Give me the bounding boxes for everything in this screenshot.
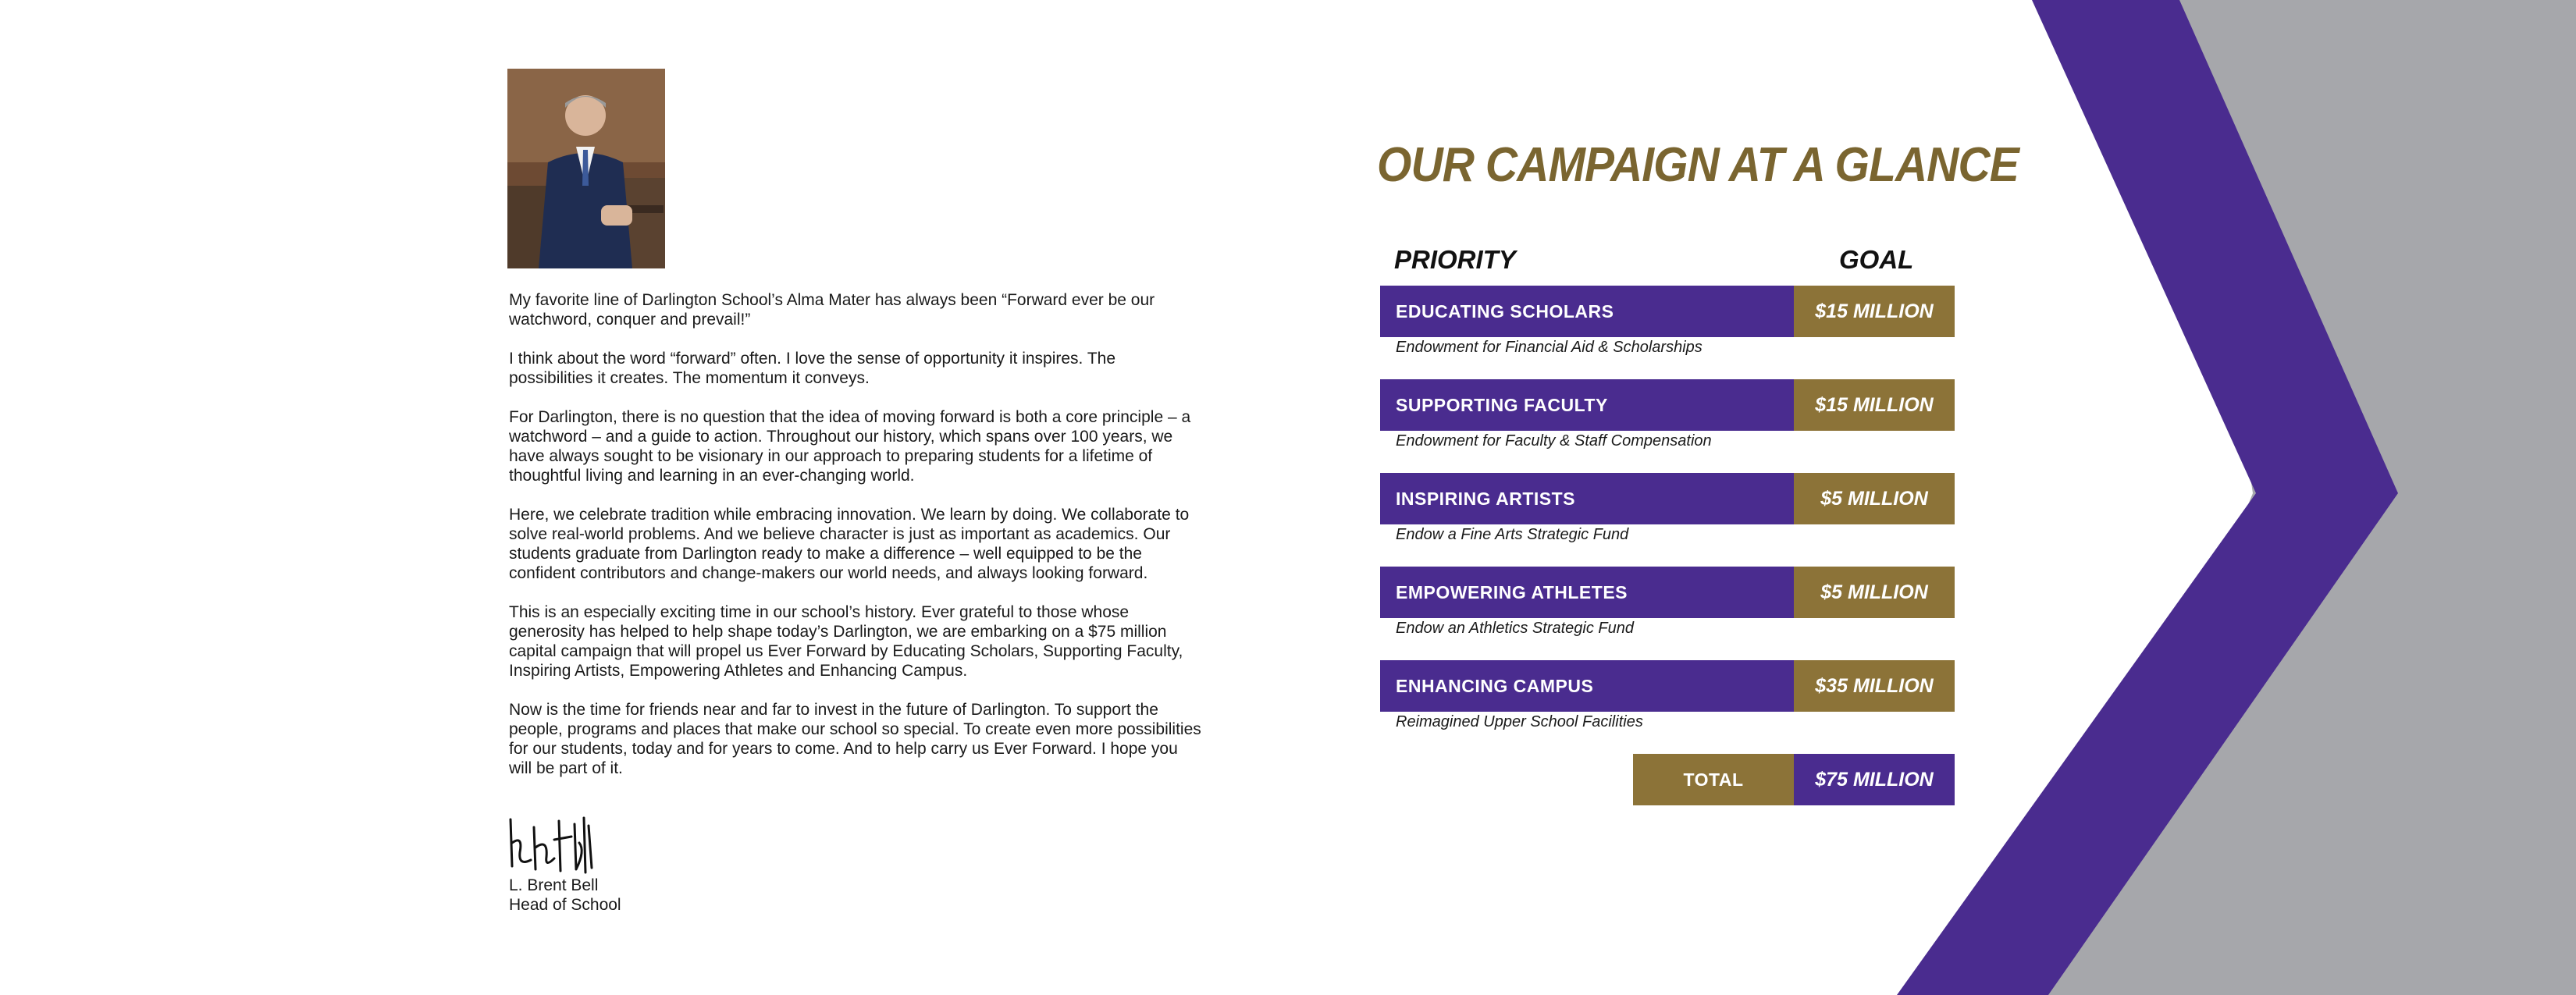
total-label: TOTAL [1633, 754, 1794, 805]
priority-goal: $5 MILLION [1794, 567, 1955, 618]
priority-goal: $15 MILLION [1794, 379, 1955, 431]
priority-description: Endow an Athletics Strategic Fund [1396, 620, 1634, 637]
priority-row-educating-scholars [1380, 286, 1955, 337]
priority-name: EMPOWERING ATHLETES [1380, 567, 1794, 618]
letter-body [509, 290, 1202, 798]
letter-paragraph: Now is the time for friends near and far to invest in the future of Darlington. To support the people, programs and places that make our school so special. To create even more possibilities for our students, today and for years to come. And to help carry us Ever Forward. I hope you will be part of it. [509, 701, 1201, 777]
letter-paragraph: Here, we celebrate tradition while embracing innovation. We learn by doing. We collaborate to solve real-world problems. And we believe character is just as important as academics. Our students graduate from Darlington ready to make a difference – well equipped to be the confident contributors and change-makers our world needs, and always looking forward. [509, 506, 1190, 582]
priority-goal: $5 MILLION [1794, 473, 1955, 524]
priority-row-supporting-faculty [1380, 379, 1955, 431]
priority-description: Endow a Fine Arts Strategic Fund [1396, 526, 1629, 543]
priority-name: INSPIRING ARTISTS [1380, 473, 1794, 524]
head-of-school-photo [507, 69, 665, 268]
priority-column-header: PRIORITY [1394, 245, 1516, 274]
priority-row-inspiring-artists [1380, 473, 1955, 524]
signer-name: L. Brent Bell [509, 876, 599, 894]
total-amount: $75 MILLION [1794, 754, 1955, 805]
priority-name: ENHANCING CAMPUS [1380, 660, 1794, 712]
total-row [1633, 754, 1955, 805]
signature [507, 812, 601, 877]
signer-title: Head of School [509, 896, 621, 914]
campaign-title: OUR CAMPAIGN AT A GLANCE [1377, 138, 2019, 192]
signer-block [509, 876, 621, 915]
priority-row-empowering-athletes [1380, 567, 1955, 618]
letter-paragraph: My favorite line of Darlington School’s Alma Mater has always been “Forward ever be our watchword, conquer and prevail!” [509, 291, 1155, 329]
goal-column-header: GOAL [1839, 245, 1914, 274]
letter-paragraph: I think about the word “forward” often. I love the sense of opportunity it inspires. The possibilities it creates. The momentum it conveys. [509, 350, 1116, 387]
priority-row-enhancing-campus [1380, 660, 1955, 712]
priority-goal: $15 MILLION [1794, 286, 1955, 337]
priority-goal: $35 MILLION [1794, 660, 1955, 712]
letter-paragraph: For Darlington, there is no question that the idea of moving forward is both a core principle – a watchword – and a guide to action. Throughout our history, which spans over 100 years, we have always sought to be visionary in our approach to preparing students for a lifetime of thoughtful living and learning in an ever-changing world. [509, 408, 1191, 485]
priority-description: Endowment for Financial Aid & Scholarships [1396, 339, 1703, 356]
priority-name: EDUCATING SCHOLARS [1380, 286, 1794, 337]
letter-paragraph: This is an especially exciting time in our school’s history. Ever grateful to those whose generosity has helped to help shape today’s Darlington, we are embarking on a $75 million capital campaign that will propel us Ever Forward by Educating Scholars, Supporting Faculty, Inspiring Artists, Empowering Athletes and Enhancing Campus. [509, 603, 1183, 680]
priority-description: Reimagined Upper School Facilities [1396, 713, 1643, 730]
priority-description: Endowment for Faculty & Staff Compensation [1396, 432, 1712, 450]
priority-name: SUPPORTING FACULTY [1380, 379, 1794, 431]
